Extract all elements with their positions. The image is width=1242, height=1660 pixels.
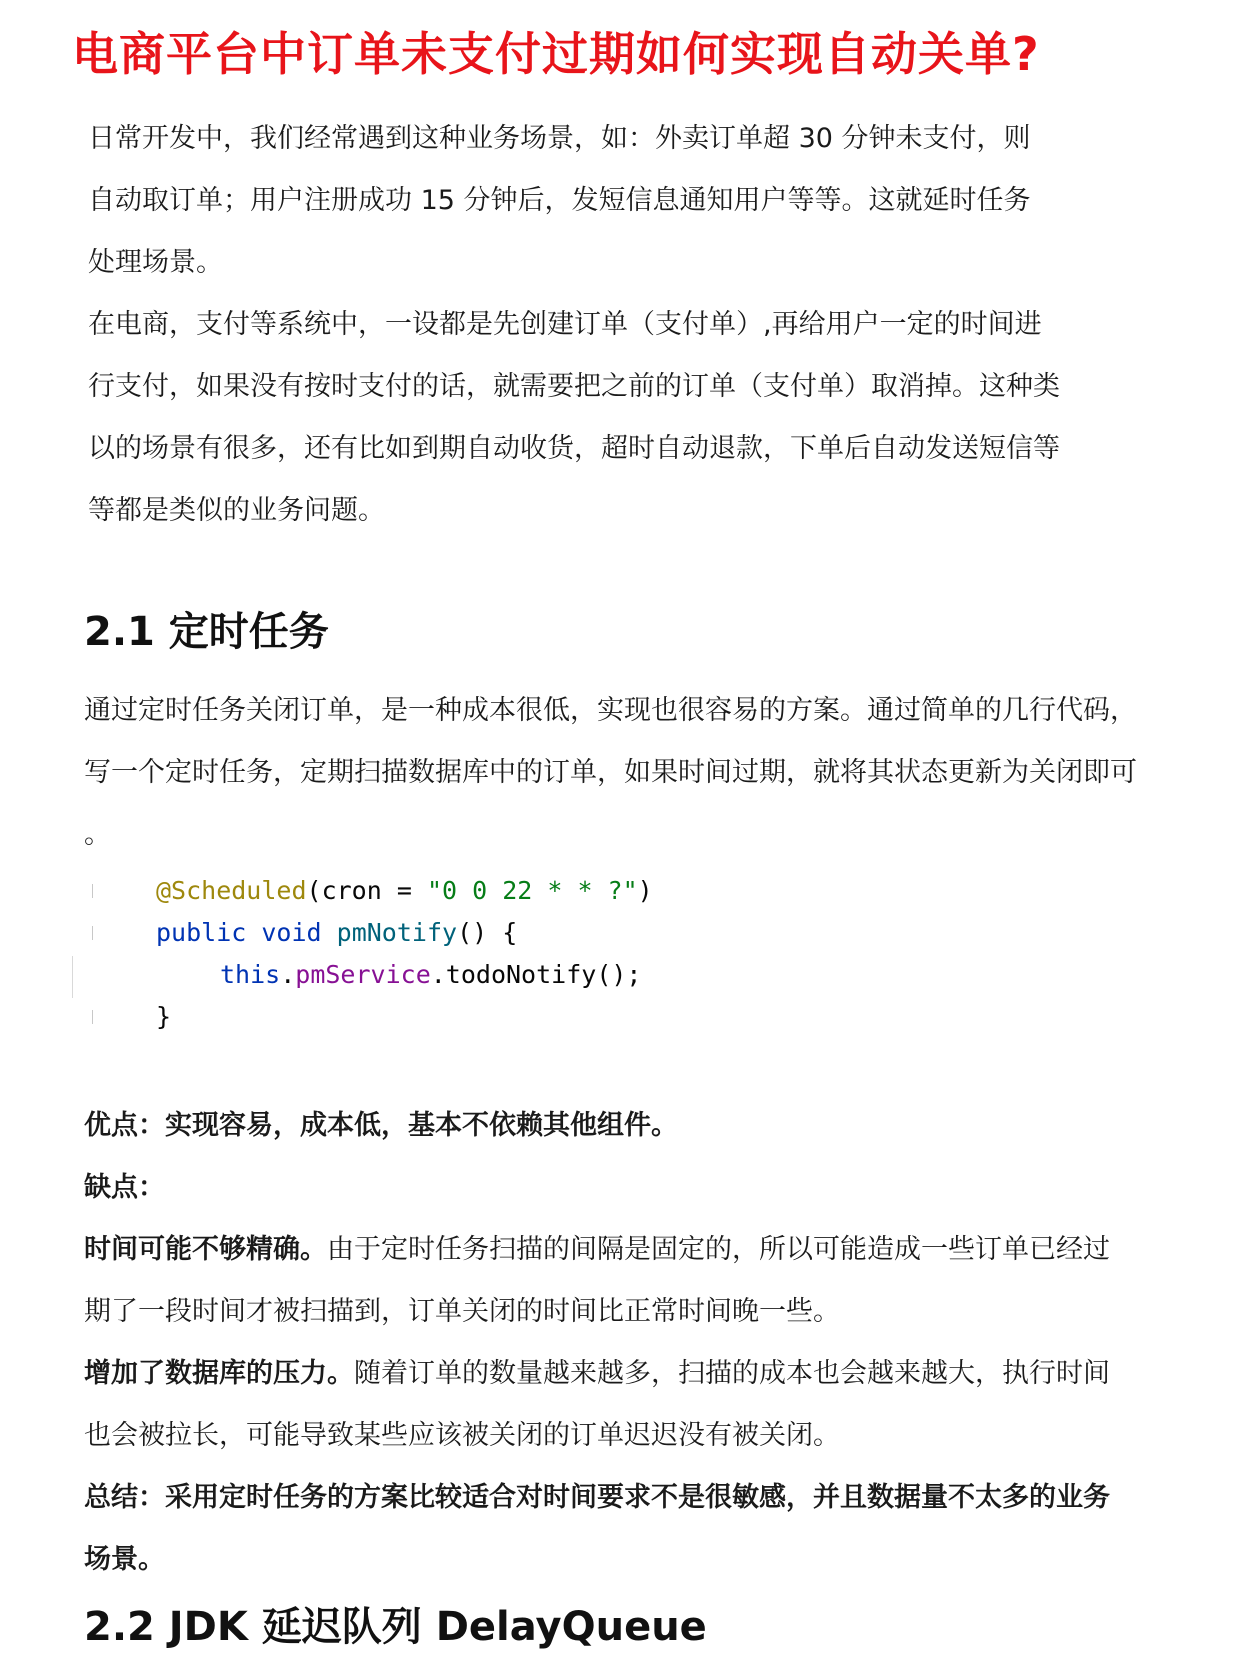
section1-line: 。 (84, 819, 111, 850)
summary-line: 总结：采用定时任务的方案比较适合对时间要求不是很敏感，并且数据量不太多的业务 (84, 1482, 1110, 1513)
section1-paragraph (84, 680, 1214, 866)
code-field: pmService (295, 960, 431, 989)
fold-marker-icon (88, 884, 93, 898)
intro-paragraph (88, 108, 1148, 542)
intro-line: 在电商，支付等系统中，一设都是先创建订单（支付单）,再给用户一定的时间进 (88, 309, 1042, 340)
fold-marker-icon (88, 926, 93, 940)
con-title: 增加了数据库的压力。 (84, 1358, 354, 1389)
code-block (84, 870, 784, 1038)
section1-line: 通过定时任务关闭订单，是一种成本很低，实现也很容易的方案。通过简单的几行代码， (84, 695, 1137, 726)
con-item-continued: 期了一段时间才被扫描到，订单关闭的时间比正常时间晚一些。 (84, 1296, 840, 1327)
con-item: 增加了数据库的压力。随着订单的数量越来越多，扫描的成本也会越来越大，执行时间 (84, 1358, 1110, 1389)
intro-line: 日常开发中，我们经常遇到这种业务场景，如：外卖订单超 30 分钟未支付，则 (88, 123, 1031, 154)
code-line: } (84, 996, 784, 1038)
cons-label: 缺点： (84, 1172, 165, 1203)
code-keyword: this (220, 960, 281, 989)
intro-line: 处理场景。 (88, 247, 223, 278)
summary-label: 总结： (84, 1482, 165, 1513)
intro-line: 自动取订单；用户注册成功 15 分钟后，发短信息通知用户等等。这就延时任务 (88, 185, 1031, 216)
code-annotation: @Scheduled (156, 876, 307, 905)
code-line: public void pmNotify() { (84, 912, 784, 954)
con-item: 时间可能不够精确。由于定时任务扫描的间隔是固定的，所以可能造成一些订单已经过 (84, 1234, 1110, 1265)
code-keyword: void (261, 918, 322, 947)
section-heading-scheduled-task: 2.1 定时任务 (84, 609, 329, 655)
code-string: "0 0 22 * * ?" (426, 876, 638, 905)
indent-guide (72, 956, 73, 998)
intro-line: 以的场景有很多，还有比如到期自动收货，超时自动退款，下单后自动发送短信等 (88, 433, 1060, 464)
fold-marker-icon (88, 1010, 93, 1024)
section-heading-delay-queue: 2.2 JDK 延迟队列 DelayQueue (84, 1604, 707, 1650)
con-item-continued: 也会被拉长，可能导致某些应该被关闭的订单迟迟没有被关闭。 (84, 1420, 840, 1451)
pros-line: 优点：实现容易，成本低，基本不依赖其他组件。 (84, 1110, 678, 1141)
code-line: @Scheduled(cron = "0 0 22 * * ?") (84, 870, 784, 912)
pros-cons-section (84, 1095, 1214, 1591)
code-keyword: public (156, 918, 247, 947)
summary-line-continued: 场景。 (84, 1544, 165, 1575)
page-title: 电商平台中订单未支付过期如何实现自动关单? (72, 27, 1040, 81)
intro-line: 等都是类似的业务问题。 (88, 495, 385, 526)
code-method-name: pmNotify (336, 918, 458, 947)
con-title: 时间可能不够精确。 (84, 1234, 327, 1265)
intro-line: 行支付，如果没有按时支付的话，就需要把之前的订单（支付单）取消掉。这种类 (88, 371, 1060, 402)
code-line: this.pmService.todoNotify(); (220, 960, 642, 989)
section1-line: 写一个定时任务，定期扫描数据库中的订单，如果时间过期，就将其状态更新为关闭即可 (84, 757, 1137, 788)
